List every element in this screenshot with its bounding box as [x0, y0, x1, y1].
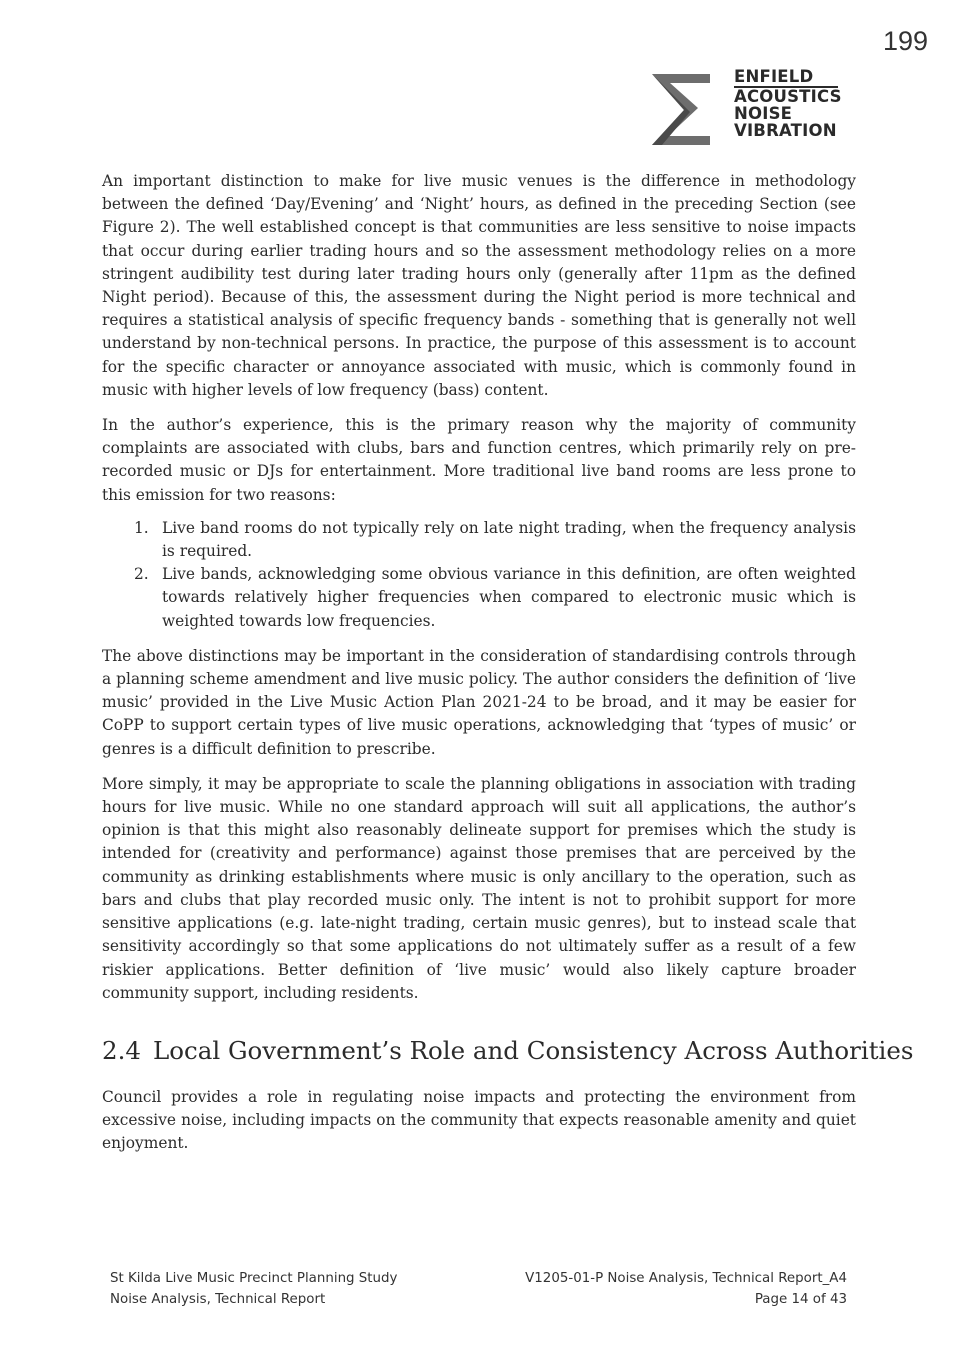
list-item [102, 563, 856, 633]
section-heading [102, 1035, 914, 1066]
reasons-list [102, 517, 856, 633]
footer-page-count: Page 14 of 43 [754, 1292, 847, 1307]
logo-wordmark [734, 68, 842, 139]
logo-line: ACOUSTICS [734, 87, 842, 106]
logo-line: NOISE [734, 104, 793, 123]
footer-report-title: Noise Analysis, Technical Report [110, 1292, 326, 1307]
section-paragraph: Council provides a role in regulating noise impacts and protecting the environment from excessive noise, including impacts on the community that expects reasonable amenity and quiet enjoyment. [102, 1087, 856, 1153]
body-paragraph: An important distinction to make for live music venues is the difference in methodology between the defined ‘Day/Evening’ and ‘Night’ hours, as defined in the preceding Section (see Figure 2). The well established concept is that communities are less sensitive to noise impacts that occur during earlier trading hours and so the assessment methodology relies on a more stringent audibility test during later trading hours only (generally after 11pm as the defined Night period). Because of this, the assessment during the Night period is more technical and requires a statistical analysis of specific frequency bands - something that is generally not well understand by non-technical persons. In practice, the purpose of this assessment is to account for the specific character or annoyance associated with music, which is commonly found in music with higher levels of low frequency (bass) content. [102, 172, 856, 399]
list-item-text: Live bands, acknowledging some obvious variance in this definition, are often weighted towards relatively higher frequencies when compared to electronic music which is weighted towards low frequencies. [162, 565, 856, 630]
sigma-icon [648, 72, 724, 148]
logo-line: VIBRATION [734, 121, 837, 140]
body-paragraph: In the author’s experience, this is the primary reason why the majority of community complaints are associated with clubs, bars and function centres, which primarily rely on pre-recorded music or DJs for entertainment. More traditional live band rooms are less prone to this emission for two reasons: [102, 416, 856, 504]
footer-document-ref: V1205-01-P Noise Analysis, Technical Report_A4 [525, 1271, 847, 1286]
main-content [102, 170, 914, 1168]
section-title: Local Government’s Role and Consistency Across Authorities [152, 1035, 914, 1065]
footer-left [110, 1268, 397, 1310]
body-paragraph: More simply, it may be appropriate to scale the planning obligations in association with trading hours for live music. While no one standard approach will suit all applications, the author’s opinion is that this might also reasonably delineate support for premises which the study is intended for (creativity and performance) against those premises that are perceived by the community as drinking establishments where music is only ancillary to the operation, such as bars and clubs that play recorded music only. The intent is not to prohibit support for more sensitive applications (e.g. late-night trading, certain music genres), but to instead scale that sensitivity accordingly so that some applications do not ultimately suffer as a result of a few riskier applications. Better definition of ‘live music’ would also likely capture broader community support, including residents. [102, 774, 856, 1002]
list-item-number: 2. [134, 565, 149, 584]
list-item-number: 1. [134, 518, 149, 537]
company-logo [648, 68, 848, 150]
body-paragraph: The above distinctions may be important in the consideration of standardising controls through a planning scheme amendment and live music policy. The author considers the definition of ‘live music’ provided in the Live Music Action Plan 2021-24 to be broad, and it may be easier for CoPP to support certain types of live music operations, acknowledging that ‘types of music’ or genres is a difficult definition to prescribe. [102, 646, 856, 758]
page-number: 199 [882, 26, 928, 56]
section-number: 2.4 [102, 1035, 141, 1065]
logo-line: ENFIELD [734, 67, 814, 86]
list-item-text: Live band rooms do not typically rely on late night trading, when the frequency analysis is required. [162, 518, 856, 561]
list-item [102, 517, 856, 563]
footer-study-title: St Kilda Live Music Precinct Planning Study [110, 1271, 398, 1286]
footer-right [525, 1268, 847, 1310]
